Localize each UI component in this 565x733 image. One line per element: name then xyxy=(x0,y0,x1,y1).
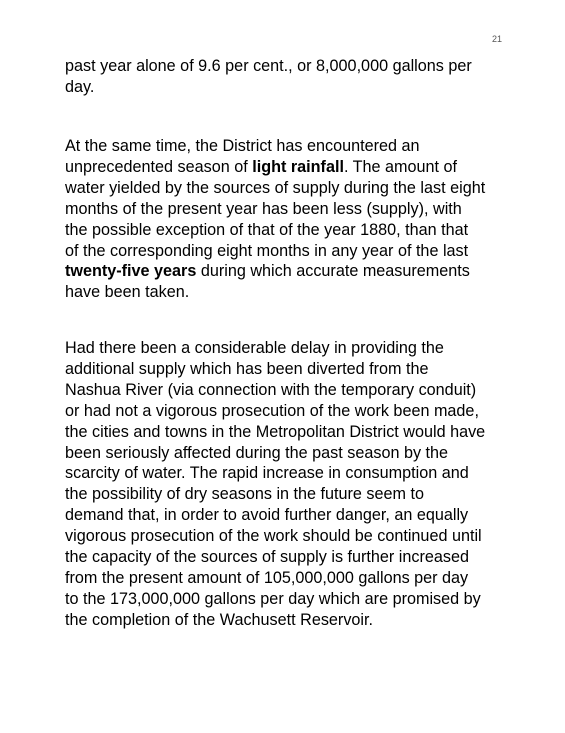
text-line: . The amount of xyxy=(343,157,458,176)
text-line: the completion of the Wachusett Reservoir. xyxy=(65,610,374,629)
text-line: during which accurate measurements xyxy=(196,262,470,281)
text-line: past year alone of 9.6 per cent., or 8,000,000 gallons per xyxy=(65,57,472,75)
text-line: day. xyxy=(65,77,95,96)
text-line: At the same time, the District has encountered an xyxy=(65,137,420,155)
text-line: Nashua River (via connection with the temporary conduit) xyxy=(65,380,477,399)
text-line: demand that, in order to avoid further danger, an equally xyxy=(65,506,469,525)
text-line: have been taken. xyxy=(65,283,190,302)
text-line: from the present amount of 105,000,000 gallons per day xyxy=(65,568,469,587)
text-line: scarcity of water. The rapid increase in consumption and xyxy=(65,464,469,483)
page-number: 21 xyxy=(491,34,502,44)
text-line: the cities and towns in the Metropolitan District would have xyxy=(65,422,486,441)
paragraph-1 xyxy=(65,56,515,98)
text-line: vigorous prosecution of the work should be continued until xyxy=(65,527,482,546)
text-line: the possible exception of that of the year 1880, than that xyxy=(65,220,469,239)
text-line: water yielded by the sources of supply during the last eight xyxy=(65,178,486,197)
text-line: to the 173,000,000 gallons per day which are promised by xyxy=(65,589,481,608)
text-line: been seriously affected during the past season by the xyxy=(65,443,449,462)
text-line: unprecedented season of xyxy=(65,157,253,176)
text-line: additional supply which has been diverted from the xyxy=(65,359,429,378)
text-line: or had not a vigorous prosecution of the work been made, xyxy=(65,401,479,420)
paragraph-3 xyxy=(65,338,515,631)
text-line: of the corresponding eight months in any year of the last xyxy=(65,241,469,260)
bold-phrase-light-rainfall: light rainfall xyxy=(252,157,344,176)
paragraph-2 xyxy=(65,136,515,303)
text-line: the possibility of dry seasons in the future seem to xyxy=(65,485,425,504)
text-line: months of the present year has been less (supply), with xyxy=(65,199,462,218)
text-line: Had there been a considerable delay in providing the xyxy=(65,339,444,357)
text-line: the capacity of the sources of supply is further increased xyxy=(65,548,469,567)
bold-phrase-twenty-five-years: twenty-five years xyxy=(65,262,197,281)
